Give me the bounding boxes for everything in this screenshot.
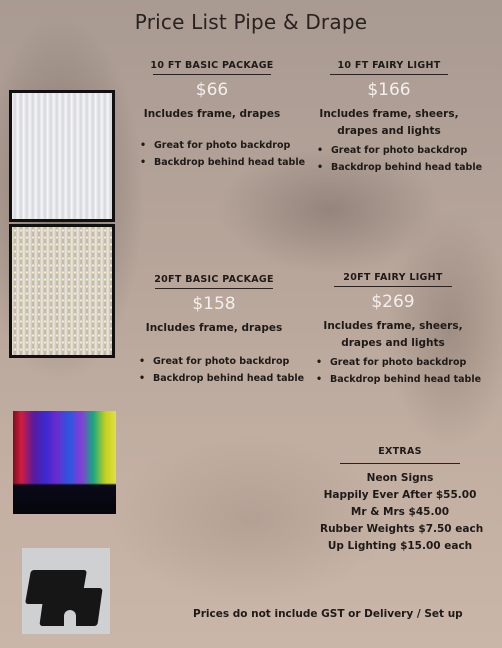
- list-item: • Great for photo backdrop: [317, 142, 464, 159]
- list-item: Neon Signs: [366, 472, 434, 484]
- package-name: 20FT BASIC PACKAGE: [154, 274, 274, 285]
- list-item: • Backdrop behind head table: [140, 154, 287, 171]
- list-item: Mr & Mrs $45.00: [350, 506, 450, 518]
- extras-section: [320, 446, 484, 555]
- list-item: • Backdrop behind head table: [317, 159, 464, 176]
- package-name: 10 FT FAIRY LIGHT: [337, 60, 441, 71]
- list-item: Up Lighting $15.00 each: [327, 540, 473, 552]
- package-10ft-basic: [137, 60, 306, 171]
- package-bullets: [139, 353, 305, 387]
- package-includes: Includes frame, sheers, drapes and lights: [319, 108, 459, 137]
- package-bullets: [317, 142, 483, 176]
- rubber-weights-photo: [22, 548, 110, 634]
- package-includes: Includes frame, sheers, drapes and lights: [323, 320, 463, 349]
- divider: [155, 288, 273, 289]
- list-item: • Great for photo backdrop: [139, 353, 289, 370]
- package-name: 20FT FAIRY LIGHT: [343, 272, 443, 283]
- package-price: $158: [192, 294, 236, 314]
- list-item: Rubber Weights $7.50 each: [320, 523, 484, 535]
- package-20ft-basic: [139, 274, 305, 387]
- package-includes: Includes frame, drapes: [145, 322, 283, 334]
- package-bullets: [316, 354, 482, 388]
- list-item: • Great for photo backdrop: [140, 137, 287, 154]
- list-item: • Great for photo backdrop: [316, 354, 468, 371]
- package-name: 10 FT BASIC PACKAGE: [150, 60, 274, 71]
- fairy-light-drape-photo: [9, 224, 115, 358]
- divider: [340, 463, 460, 464]
- list-item: • Backdrop behind head table: [316, 371, 468, 388]
- package-price: $269: [371, 292, 415, 312]
- extras-heading: EXTRAS: [378, 446, 422, 457]
- list-item: • Backdrop behind head table: [139, 370, 289, 387]
- footer-note: Prices do not include GST or Delivery / Set up: [193, 608, 463, 620]
- uplighting-photo: [13, 411, 116, 514]
- white-drape-photo: [9, 90, 115, 222]
- extras-list: [320, 470, 484, 555]
- package-bullets: [140, 137, 306, 171]
- list-item: Happily Ever After $55.00: [323, 489, 477, 501]
- page-title: Price List Pipe & Drape: [134, 10, 368, 34]
- package-includes: Includes frame, drapes: [143, 108, 281, 120]
- divider: [330, 74, 448, 75]
- package-20ft-fairy-light: [318, 272, 482, 388]
- package-price: $166: [367, 80, 411, 100]
- package-10ft-fairy-light: [314, 60, 483, 176]
- package-price: $66: [195, 80, 229, 100]
- divider: [153, 74, 271, 75]
- divider: [334, 286, 452, 287]
